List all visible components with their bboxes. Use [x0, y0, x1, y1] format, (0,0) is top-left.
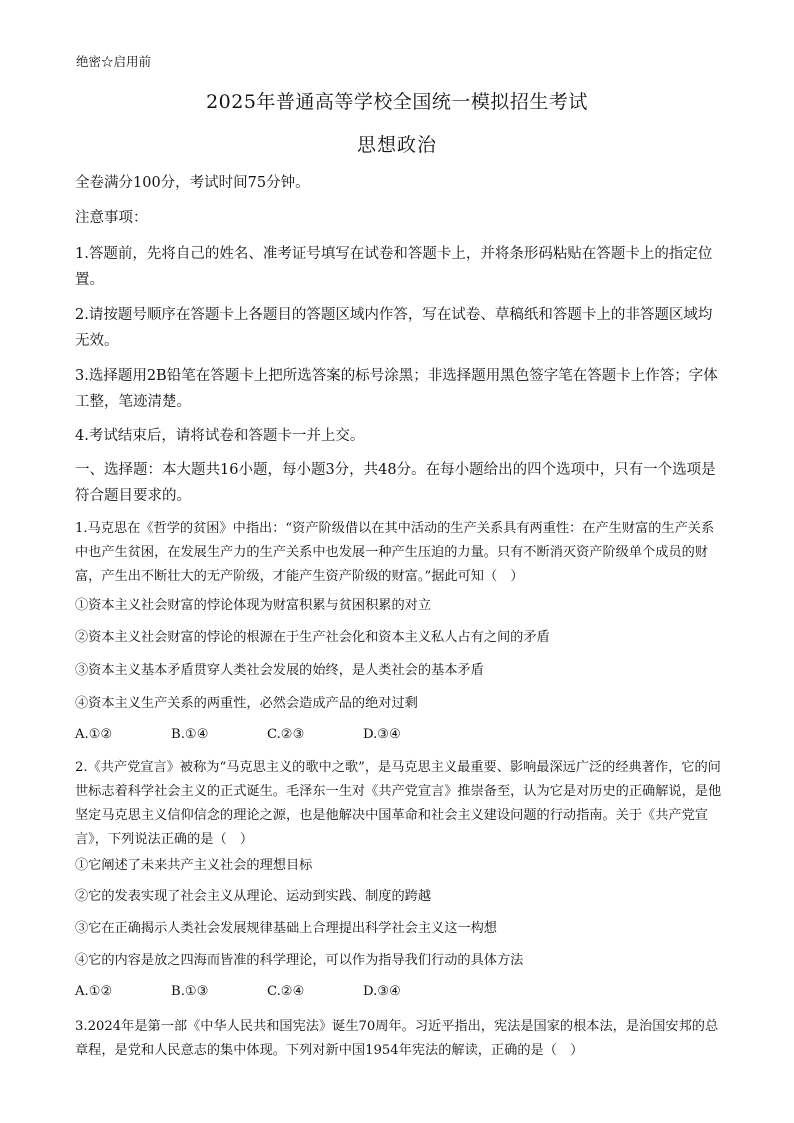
choice-a: A.①② [75, 984, 113, 999]
answer-choices [75, 984, 723, 1004]
question-option: ④它的内容是放之四海而皆准的科学理论，可以作为指导我们行动的具体方法 [75, 953, 524, 968]
choice-c: C.②④ [267, 984, 305, 999]
question-option: ②它的发表实现了社会主义从理论、运动到实践、制度的跨越 [75, 889, 432, 904]
choice-a: A.①② [75, 727, 113, 742]
answer-choices [75, 727, 723, 747]
choice-b: B.①④ [171, 727, 209, 742]
notice-heading: 注意事项： [75, 210, 148, 226]
notice-item: 3.选择题用2B铅笔在答题卡上把所选答案的标号涂黑；非选择题用黑色签字笔在答题卡上作答；字体工整，笔迹清楚。 [75, 368, 718, 410]
choice-b: B.①③ [171, 984, 209, 999]
choice-c: C.②③ [267, 727, 305, 742]
secret-label: 绝密☆启用前 [76, 54, 152, 69]
notice-item: 2.请按题号顺序在答题卡上各题目的答题区域内作答，写在试卷、草稿纸和答题卡上的非答题区域均无效。 [75, 307, 713, 349]
question-option: ④资本主义生产关系的两重性，必然会造成产品的绝对过剩 [75, 696, 418, 711]
notice-item: 4.考试结束后，请将试卷和答题卡一并上交。 [75, 428, 365, 444]
choice-d: D.③④ [363, 984, 401, 999]
exam-title: 2025年普通高等学校全国统一模拟招生考试 [206, 91, 588, 113]
question-option: ③它在正确揭示人类社会发展规律基础上合理提出科学社会主义这一构想 [75, 921, 497, 936]
score-info: 全卷满分100分，考试时间75分钟。 [75, 175, 310, 191]
subject-title: 思想政治 [356, 134, 437, 156]
question-stem: 2.《共产党宣言》被称为“马克思主义的歌中之歌”，是马克思主义最重要、影响最深远广泛的经典著作，它的问世标志着科学社会主义的正式诞生。毛泽东一生对《共产党宣言》推崇备至，认为它是对历史的正确解说，是他坚定马克思主义信仰信念的理论之源，也是他解决中国革命和社会主义建设问题的行动指南。关于《共产党宣言》，下列说法正确的是（ ） [75, 760, 722, 847]
notice-item: 1.答题前，先将自己的姓名、准考证号填写在试卷和答题卡上，并将条形码粘贴在答题卡上的指定位置。 [75, 246, 713, 288]
question-option: ①资本主义社会财富的悖论体现为财富积累与贫困积累的对立 [75, 598, 432, 613]
question-option: ③资本主义基本矛盾贯穿人类社会发展的始终，是人类社会的基本矛盾 [75, 663, 484, 678]
question-stem: 3.2024年是第一部《中华人民共和国宪法》诞生70周年。习近平指出，宪法是国家的根本法，是治国安邦的总章程，是党和人民意志的集中体现。下列对新中国1954年宪法的解读，正确的是（ ） [75, 1019, 719, 1058]
choice-d: D.③④ [363, 727, 401, 742]
question-stem: 1.马克思在《哲学的贫困》中指出：“资产阶级借以在其中活动的生产关系具有两重性：在产生财富的生产关系中也产生贫困，在发展生产力的生产关系中也发展一种产生压迫的力量。只有不断消灭资产阶级单个成员的财富，产生出不断壮大的无产阶级，才能产生资产阶级的财富。”据此可知（ ） [75, 521, 715, 584]
section-heading: 一、选择题：本大题共16小题，每小题3分，共48分。在每小题给出的四个选项中，只有一个选项是符合题目要求的。 [75, 462, 716, 504]
question-option: ①它阐述了未来共产主义社会的理想目标 [75, 858, 313, 873]
question-option: ②资本主义社会财富的悖论的根源在于生产社会化和资本主义私人占有之间的矛盾 [75, 630, 550, 645]
